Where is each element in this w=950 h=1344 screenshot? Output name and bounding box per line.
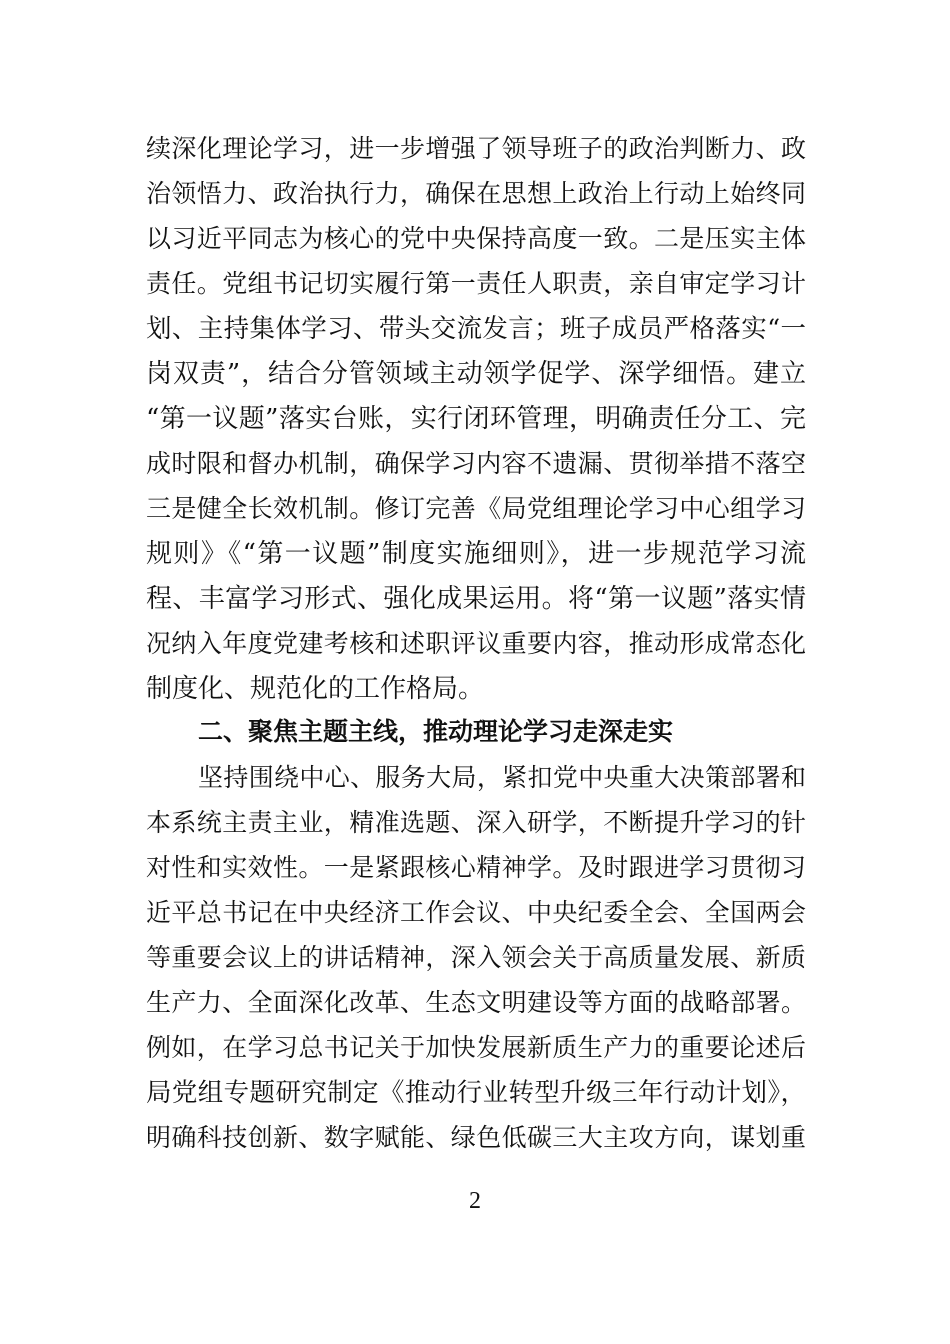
text-line: 三是健全长效机制。修订完善《局党组理论学习中心组学习: [146, 494, 806, 523]
text-line: 明确科技创新、数字赋能、绿色低碳三大主攻方向，谋划重: [146, 1123, 806, 1152]
text-line: 局党组专题研究制定《推动行业转型升级三年行动计划》，: [146, 1078, 806, 1108]
text-line: 划、主持集体学习、带头交流发言；班子成员严格落实“一: [146, 314, 806, 344]
page-number: 2: [469, 1188, 481, 1214]
text-line: 制度化、规范化的工作格局。: [146, 674, 485, 704]
text-line: 近平总书记在中央经济工作会议、中央纪委全会、全国两会: [146, 898, 806, 927]
text-line: 对性和实效性。一是紧跟核心精神学。及时跟进学习贯彻习: [146, 853, 806, 882]
text-line: 等重要会议上的讲话精神，深入领会关于高质量发展、新质: [146, 943, 806, 972]
text-line: 治领悟力、政治执行力，确保在思想上政治上行动上始终同: [146, 179, 806, 208]
text-line: 程、丰富学习形式、强化成果运用。将“第一议题”落实情: [146, 584, 806, 614]
text-line: 岗双责”，结合分管领域主动领学促学、深学细悟。建立: [146, 359, 806, 389]
text-line: 责任。党组书记切实履行第一责任人职责，亲自审定学习计: [146, 269, 806, 298]
text-line: “第一议题”落实台账，实行闭环管理，明确责任分工、完: [146, 404, 806, 434]
text-line: 以习近平同志为核心的党中央保持高度一致。二是压实主体: [146, 224, 806, 253]
text-line: 成时限和督办机制，确保学习内容不遗漏、贯彻举措不落空: [146, 449, 806, 478]
text-line: 续深化理论学习，进一步增强了领导班子的政治判断力、政: [146, 134, 806, 163]
text-line: 规则》《“第一议题”制度实施细则》，进一步规范学习流: [146, 539, 806, 569]
text-line: 坚持围绕中心、服务大局，紧扣党中央重大决策部署和: [198, 763, 806, 792]
section-heading: 二、聚焦主题主线，推动理论学习走深走实: [198, 717, 674, 746]
text-line: 本系统主责主业，精准选题、深入研学，不断提升学习的针: [146, 808, 806, 837]
text-line: 生产力、全面深化改革、生态文明建设等方面的战略部署。: [146, 988, 806, 1017]
text-line: 况纳入年度党建考核和述职评议重要内容，推动形成常态化: [146, 629, 806, 658]
text-line: 例如，在学习总书记关于加快发展新质生产力的重要论述后: [146, 1033, 806, 1062]
